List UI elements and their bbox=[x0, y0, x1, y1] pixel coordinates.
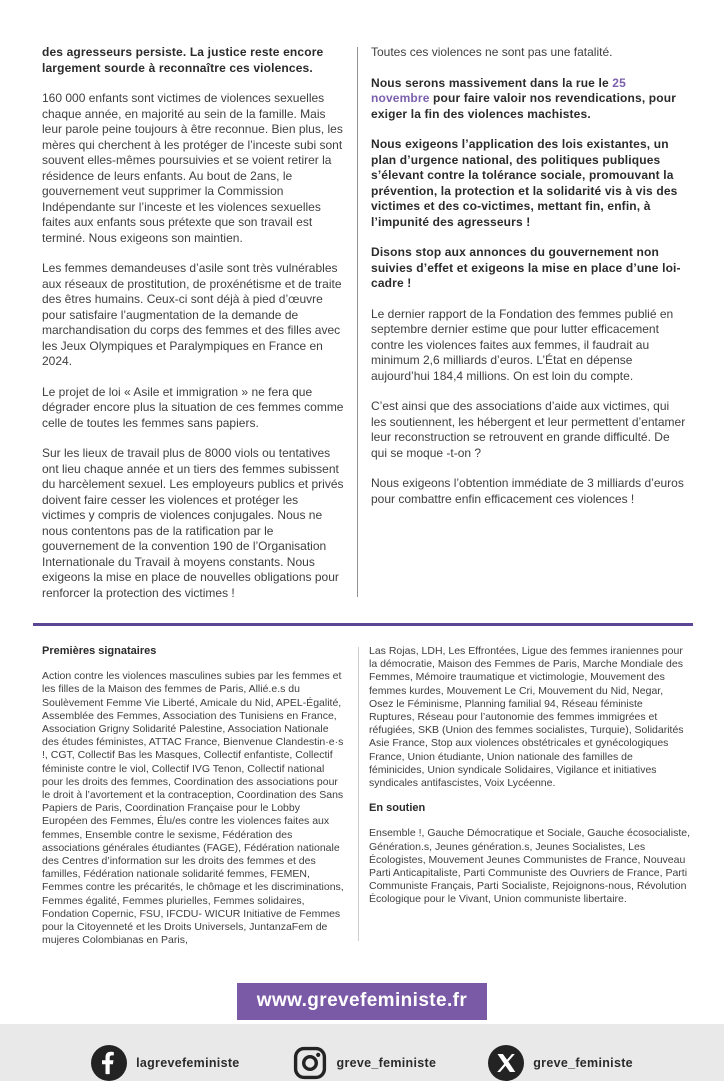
manifesto-paragraph: Le dernier rapport de la Fondation des femmes publié en septembre dernier estime que pour lutter efficacement contre les violences faites aux femmes, il faudrait au minimum 2,6 milliards d’euros. L’État en dépense aujourd’hui 184,4 millions. On est loin du compte. bbox=[371, 306, 674, 383]
x-icon bbox=[488, 1045, 524, 1081]
support-list: Ensemble !, Gauche Démocratique et Sociale, Gauche écosocialiste, Génération.s, Jeunes génération.s, Jeunes Socialistes, Les Écologistes, Mouvement Jeunes Communistes de France, Nouveau Parti Anticapitaliste, Parti Communiste des Ouvriers de France, Parti Communiste Français, Parti Socialiste, Rejoignons-nous, Révolution Écologique pour le Vivant, Union communiste libertaire. bbox=[369, 827, 691, 906]
banner-row bbox=[0, 983, 724, 1020]
manifesto-paragraph: 160 000 enfants sont victimes de violences sexuelles chaque année, en majorité au sein de la famille. Mais leur parole peine toujours à être reconnue. Bien plus, les mères qui cherchent à les protéger de l’inceste subi sont souvent elles-mêmes poursuivies et se voient retirer la résidence de leurs enfants. Au bout de 2ans, le gouvernement veut supprimer la Commission Indépendante sur l’inceste et les violences sexuelles faites aux enfants sous prétexte que son travail est terminé. Nous exigeons son maintien. bbox=[42, 91, 343, 245]
manifesto-paragraph: Nous exigeons l’obtention immédiate de 3 milliards d’euros pour combattre enfin efficacement ces violences ! bbox=[371, 476, 684, 506]
manifesto-left-column bbox=[42, 45, 344, 601]
date-highlight: 25 novembre bbox=[371, 75, 626, 105]
manifesto-paragraph: C’est ainsi que des associations d’aide aux victimes, qui les soutiennent, les hébergent et leur permettent d’entamer leur reconstruction se retrouvent en grande difficulté. De qui se moque -t-on ? bbox=[371, 399, 686, 460]
instagram-icon bbox=[292, 1045, 328, 1081]
signatories-right-column bbox=[369, 645, 690, 947]
manifesto-right-column bbox=[371, 45, 686, 601]
call-to-action-paragraph bbox=[371, 76, 686, 123]
website-banner[interactable] bbox=[237, 983, 487, 1020]
signatories-list-right: Las Rojas, LDH, Les Effrontées, Ligue des femmes iraniennes pour la démocratie, Maison des Femmes de Paris, Marche Mondiale des Femmes, Mémoire traumatique et victimologie, Mouvement des femmes kurdes, Mouvement Le Cri, Mouvement du Nid, Negar, Osez le Féminisme, Planning familial 94, Réseau féministe Ruptures, Réseau pour l’autonomie des femmes immigrées et réfugiées, SKB (Union des femmes socialistes, Turquie), Solidarités Asie France, Stop aux violences obstétricales et gynécologiques France, Union étudiante, Union nationale des familles de féminicides, Union syndicale Solidaires, Vigilance et initiatives syndicales antifascistes, Voix Lycéenne. bbox=[369, 645, 684, 790]
social-handle: greve_feministe bbox=[336, 1056, 437, 1071]
website-url: www.grevefeministe.fr bbox=[256, 990, 468, 1012]
social-instagram[interactable] bbox=[292, 1045, 437, 1081]
demands-paragraph: Disons stop aux annonces du gouvernement non suivies d’effet et exigeons la mise en place d’une loi-cadre ! bbox=[371, 245, 681, 290]
column-divider bbox=[358, 647, 359, 941]
signatories-section bbox=[0, 626, 724, 947]
manifesto-paragraph: Sur les lieux de travail plus de 8000 viols ou tentatives ont lieu chaque année et un tiers des femmes subissent du harcèlement sexuel. Les employeurs publics et privés doivent faire cesser les violences et protéger les victimes y compris de violences conjugales. Nous ne nous contentons pas de la ratification par le gouvernement de la convention 190 de l’Organisation Internationale du Travail à moyens constants. Nous exigeons la mise en place de nouvelles obligations pour renforcer la protection des victimes ! bbox=[42, 446, 344, 600]
social-handle: greve_feministe bbox=[533, 1056, 633, 1071]
demands-paragraph: Nous exigeons l’application des lois existantes, un plan d’urgence national, des politiques publiques s’élevant contre la tolérance sociale, promouvant la prévention, la protection et la solidarité vis à vis des victimes et des co-victimes, mettant fin, enfin, à l’impunité des agresseurs ! bbox=[371, 137, 678, 229]
column-divider bbox=[357, 47, 358, 597]
signatories-left-column bbox=[42, 645, 348, 947]
facebook-icon bbox=[91, 1045, 127, 1081]
social-handle: lagrevefeministe bbox=[136, 1056, 240, 1071]
call-to-action-prefix: Nous serons massivement dans la rue le bbox=[371, 75, 613, 90]
manifesto-paragraph: Le projet de loi « Asile et immigration » ne fera que dégrader encore plus la situation de ces femmes comme celle de toutes les femmes sans papiers. bbox=[42, 384, 344, 430]
social-x[interactable] bbox=[488, 1045, 633, 1081]
social-row bbox=[0, 1045, 724, 1081]
signatories-list-left: Action contre les violences masculines subies par les femmes et les filles de la Maison des femmes de Paris, Allié.e.s du Soulèvement Femme Vie Liberté, Amicale du Nid, APEL-Égalité, Assemblée des Femmes, Association des Tunisiens en France, Association Grigny Solidarité Palestine, Association Nationale des études féministes, ATTAC France, Bienvenue Clandestin·e·s !, CGT, Collectif Bas les Masques, Collectif enfantiste, Collectif féministe contre le viol, Collectif IVG Tenon, Collectif national pour les droits des femmes, Coordination des associations pour le droit à l’avortement et la contraception, Coordination des Sans Papiers de Paris, Coordination Française pour le Lobby Européen des Femmes, Élu/es contre les violences faites aux femmes, Ensemble contre le sexisme, Fédération des associations générales étudiantes (FAGE), Fédération nationale des Centres d’information sur les droits des femmes et des familles, Fédération nationale solidarité femmes, FEMEN, Femmes contre les précarités, le chômage et les discriminations, Femmes égalité, Femmes plurielles, Femmes solidaires, Fondation Copernic, FSU, IFCDU- WICUR Initiative de Femmes pour la Citoyenneté et les Droits Universels, JuntanzaFem de mujeres Colombianas en Paris, bbox=[42, 670, 344, 947]
call-to-action-suffix: pour faire valoir nos revendications, pour exiger la fin des violences machistes. bbox=[371, 91, 677, 121]
manifesto-paragraph: Les femmes demandeuses d’asile sont très vulnérables aux réseaux de prostitution, de proxénétisme et de traite des êtres humains. Ceux-ci sont déjà à pied d’œuvre pour satisfaire l’augmentation de la demande de marchandisation du corps des femmes et des filles avec les Jeux Olympiques et Paralympiques en France en 2024. bbox=[42, 261, 342, 368]
social-facebook[interactable] bbox=[91, 1045, 239, 1081]
support-heading: En soutien bbox=[369, 802, 426, 815]
manifesto-paragraph: des agresseurs persiste. La justice reste encore largement sourde à reconnaître ces violences. bbox=[42, 45, 324, 75]
signatories-heading: Premières signataires bbox=[42, 645, 157, 657]
manifesto-paragraph: Toutes ces violences ne sont pas une fatalité. bbox=[371, 45, 613, 59]
